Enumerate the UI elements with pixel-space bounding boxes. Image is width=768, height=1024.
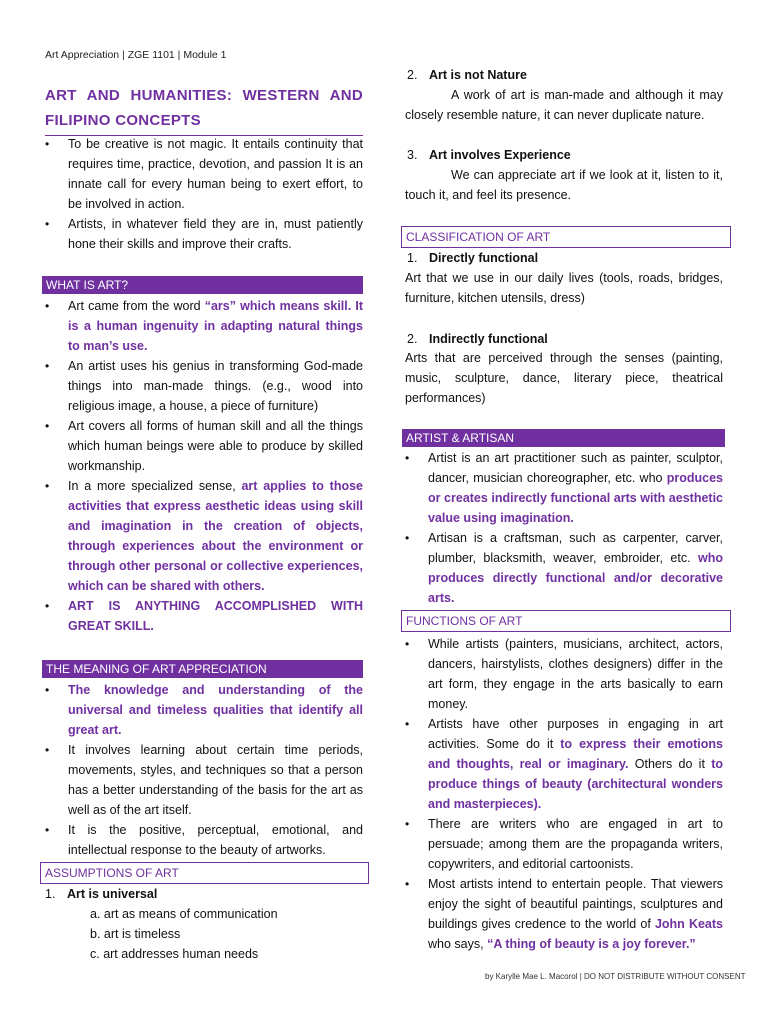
section-heading-functions: FUNCTIONS OF ART [401,610,731,632]
list-item: • Art covers all forms of human skill and all the things which human beings were able to produce by skilled workmanship. [45,416,363,476]
bullet-icon: • [45,743,50,757]
classification-1-text: Art that we use in our daily lives (tools, roads, bridges, furniture, kitchen utensils, dress) [405,271,723,305]
assumption-2-text: A work of art is man-made and although it may closely resemble nature, it can never duplicate nature. [405,88,723,122]
assumption-3: 3. Art involves Experience [407,148,571,162]
bullet-icon: • [45,599,50,613]
assumption-2: 2. Art is not Nature [407,68,527,82]
artist-artisan-list [405,448,723,608]
list-item: • There are writers who are engaged in art to persuade; among them are the propaganda writers, copywriters, and editorial cartoonists. [405,814,723,874]
list-item: • It involves learning about certain time periods, movements, styles, and techniques so that a person has a better understanding of the basis for the art as well as of the art itself. [45,740,363,820]
bullet-icon: • [45,683,50,697]
assumption-1b: b. art is timeless [90,927,181,941]
bullet-icon: • [45,137,50,151]
list-item: • Artist is an art practitioner such as painter, sculptor, dancer, musician choreographer, etc. who produces or creates indirectly functional arts with aesthetic value using imagination. [405,448,723,528]
bullet-icon: • [405,531,410,545]
bullet-icon: • [405,717,410,731]
assumption-3-text: We can appreciate art if we look at it, listen to it, touch it, and feel its presence. [405,168,723,202]
section-heading-assumptions: ASSUMPTIONS OF ART [40,862,369,884]
meaning-list [45,680,363,860]
bullet-icon: • [405,877,410,891]
bullet-icon: • [45,217,50,231]
intro-list [45,134,363,254]
section-heading-meaning: THE MEANING OF ART APPRECIATION [42,660,363,678]
list-item: • The knowledge and understanding of the universal and timeless qualities that identify all great art. [45,680,363,740]
bullet-icon: • [405,817,410,831]
page-title: ART AND HUMANITIES: WESTERN AND FILIPINO CONCEPTS [45,87,363,129]
bullet-icon: • [405,637,410,651]
functions-list [405,634,723,954]
list-item: • Artists, in whatever field they are in, must patiently hone their skills and improve their crafts. [45,214,363,254]
assumption-1c: c. art addresses human needs [90,947,259,961]
what-is-art-list [45,296,363,636]
list-item: • Most artists intend to entertain people. That viewers enjoy the sight of beautiful paintings, sculptures and buildings gives credence to the world of John Keats who says, “A thing of beauty is a joy forever.” [405,874,723,954]
classification-1: 1. Directly functional [407,251,539,265]
bullet-icon: • [45,299,50,313]
section-heading-classification: CLASSIFICATION OF ART [401,226,731,248]
list-item: • ART IS ANYTHING ACCOMPLISHED WITH GREAT SKILL. [45,596,363,636]
list-item: • Art came from the word “ars” which means skill. It is a human ingenuity in adapting natural things to man’s use. [45,296,363,356]
section-heading-what-is-art: WHAT IS ART? [42,276,363,294]
bullet-icon: • [45,419,50,433]
list-item: • An artist uses his genius in transforming God-made things into man-made things. (e.g., wood into religious image, a house, a piece of furniture) [45,356,363,416]
section-heading-artist-artisan: ARTIST & ARTISAN [402,429,725,447]
list-item: • While artists (painters, musicians, architect, actors, dancers, hairstylists, clothes designers) differ in the art form, they engage in the arts basically to earn money. [405,634,723,714]
bullet-icon: • [45,823,50,837]
bullet-icon: • [45,359,50,373]
list-item: • Artists have other purposes in engaging in art activities. Some do it to express their emotions and thoughts, real or imaginary. Others do it to produce things of beauty (architectural wonders and masterpieces). [405,714,723,814]
bullet-icon: • [45,479,50,493]
list-item: • It is the positive, perceptual, emotional, and intellectual response to the beauty of artworks. [45,820,363,860]
assumption-1: 1. Art is universal [45,887,158,901]
list-item: • To be creative is not magic. It entails continuity that requires time, practice, devotion, and passion It is an innate call for every human being to exert effort, to be involved in action. [45,134,363,214]
list-item: • In a more specialized sense, art applies to those activities that express aesthetic ideas using skill and imagination in the creation of objects, through experiences about the environment or through other personal or collective experiences, which can be shared with others. [45,476,363,596]
classification-2: 2. Indirectly functional [407,332,548,346]
page-footer: by Karylle Mae L. Macorol | DO NOT DISTRIBUTE WITHOUT CONSENT [485,972,746,981]
document-header: Art Appreciation | ZGE 1101 | Module 1 [45,49,227,61]
bullet-icon: • [405,451,410,465]
list-item: • Artisan is a craftsman, such as carpenter, carver, plumber, blacksmith, weaver, embroider, etc. who produces directly functional and/or decorative arts. [405,528,723,608]
assumption-1a: a. art as means of communication [90,907,278,921]
classification-2-text: Arts that are perceived through the senses (painting, music, sculpture, dance, literary piece, theatrical performances) [405,351,723,405]
